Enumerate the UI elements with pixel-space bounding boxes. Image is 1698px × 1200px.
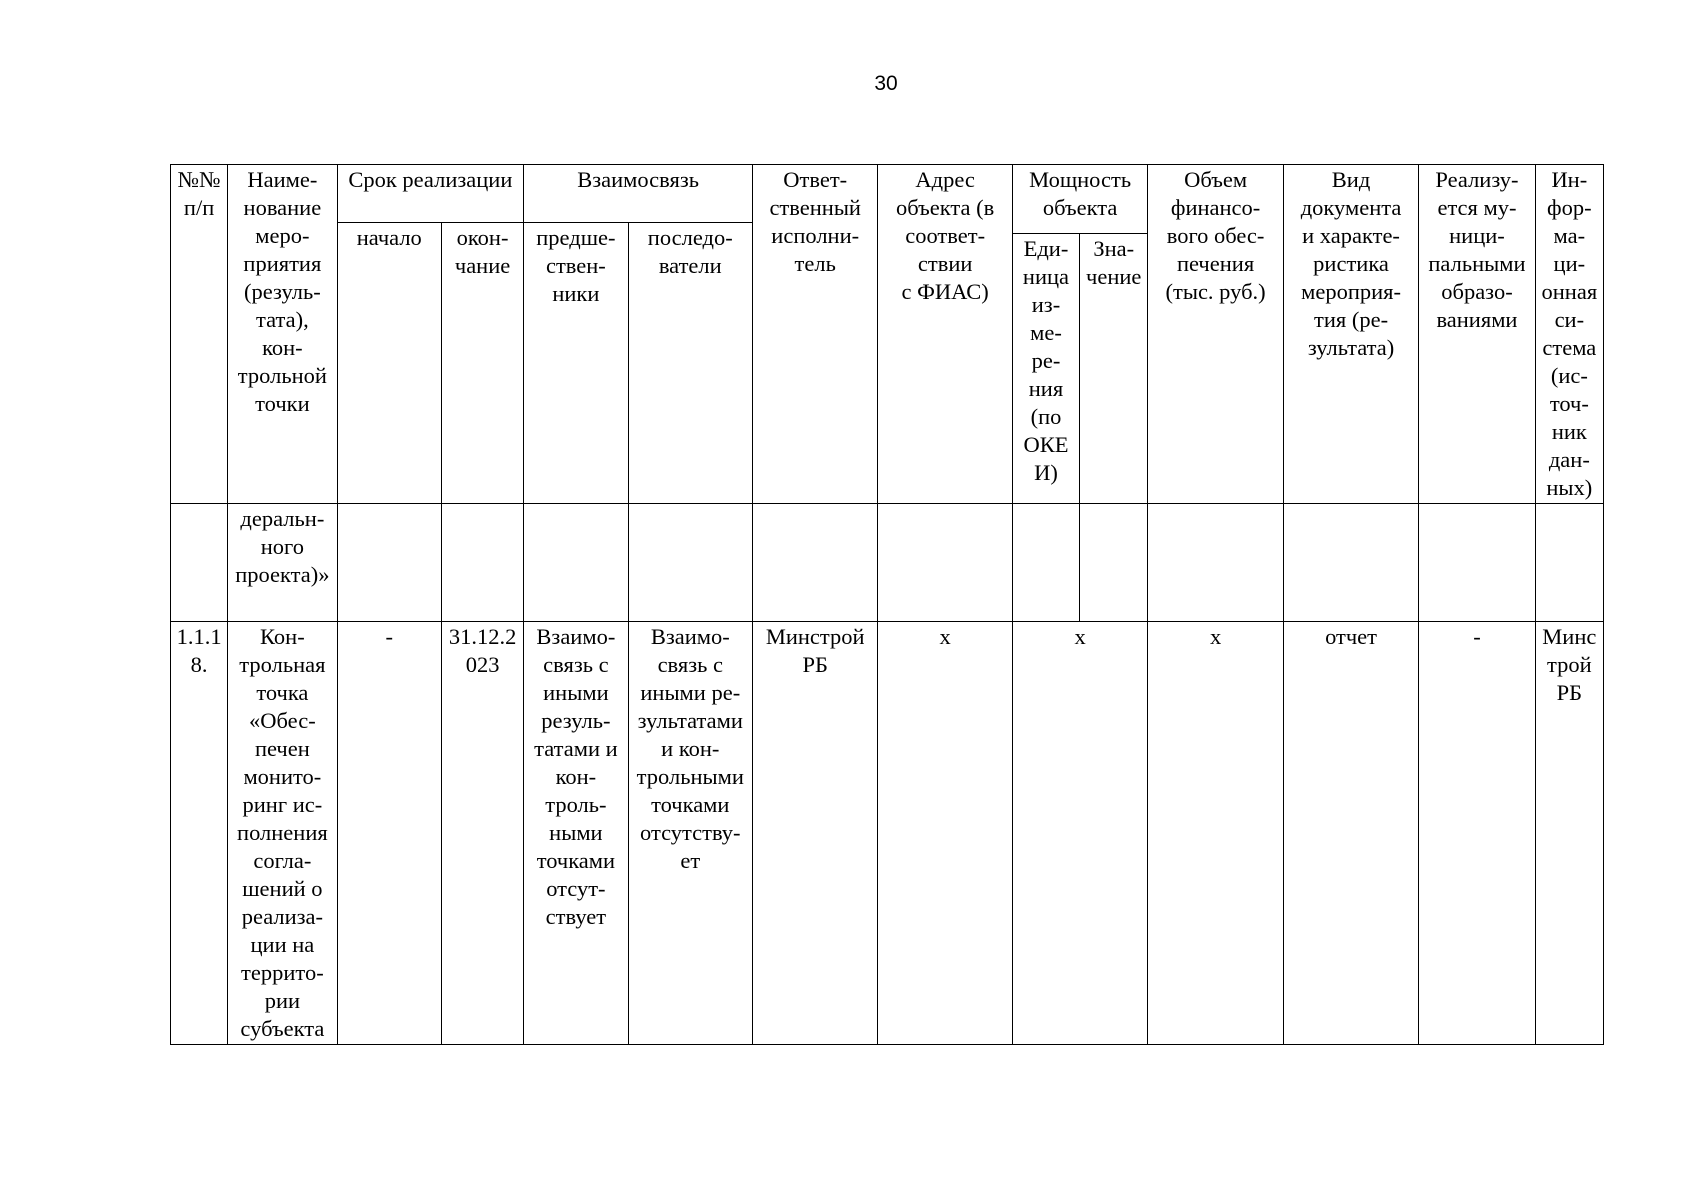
header-term-start: начало <box>337 223 441 504</box>
row-doc: отчет <box>1283 622 1418 1045</box>
row-prev: Взаимо- связь с иными резуль- татами и кон- троль- ными точками отсут- ствует <box>524 622 628 1045</box>
cont-municipal <box>1419 504 1535 622</box>
row-end: 31.12.2 023 <box>441 622 523 1045</box>
row-municipal: - <box>1419 622 1535 1045</box>
cont-next <box>628 504 752 622</box>
plan-table <box>170 164 1604 1045</box>
row-finance: х <box>1148 622 1283 1045</box>
header-address: Адрес объекта (в соответ- ствии с ФИАС) <box>878 165 1012 504</box>
cont-finance <box>1148 504 1283 622</box>
row-start: - <box>337 622 441 1045</box>
cont-capacity-unit <box>1012 504 1079 622</box>
header-link-next: последо- ватели <box>628 223 752 504</box>
header-municipal: Реализу- ется му- ници- пальными образо- ваниями <box>1419 165 1535 504</box>
cont-num <box>171 504 228 622</box>
header-responsible: Ответ- ственный исполни- тель <box>753 165 878 504</box>
cont-name: деральн- ного проекта)» <box>228 504 337 622</box>
page-number: 30 <box>874 72 898 95</box>
cont-info <box>1535 504 1603 622</box>
header-info: Ин- фор- ма- ци- онная си- стема (ис- точ- ник дан- ных) <box>1535 165 1603 504</box>
continuation-row <box>171 504 1604 622</box>
cont-responsible <box>753 504 878 622</box>
header-name: Наиме- нование меро- приятия (резуль- тата), кон- трольной точки <box>228 165 337 504</box>
header-link-prev: предше- ствен- ники <box>524 223 628 504</box>
header-term: Срок реализации <box>337 165 524 223</box>
cont-prev <box>524 504 628 622</box>
row-num: 1.1.1 8. <box>171 622 228 1045</box>
cont-doc <box>1283 504 1418 622</box>
table-row <box>171 622 1604 1045</box>
header-num: №№ п/п <box>171 165 228 504</box>
cont-start <box>337 504 441 622</box>
cont-address <box>878 504 1012 622</box>
row-info: Минс трой РБ <box>1535 622 1603 1045</box>
header-finance: Объем финансо- вого обес- печения (тыс. руб.) <box>1148 165 1283 504</box>
row-name: Кон- трольная точка «Обес- печен монито- ринг ис- полнения согла- шений о реализа- ции на террито- рии субъекта <box>228 622 337 1045</box>
header-capacity-value: Зна- чение <box>1080 234 1148 504</box>
header-term-end: окон- чание <box>441 223 523 504</box>
cont-end <box>441 504 523 622</box>
header-link: Взаимосвязь <box>524 165 753 223</box>
header-row-1 <box>171 165 1604 223</box>
row-next: Взаимо- связь с иными ре- зультатами и кон- трольными точками отсутству- ет <box>628 622 752 1045</box>
header-capacity-unit: Еди- ница из- ме- ре- ния (по ОКЕ И) <box>1012 234 1079 504</box>
cont-capacity-value <box>1080 504 1148 622</box>
row-address: х <box>878 622 1012 1045</box>
header-doc: Вид документа и характе- ристика мероприя- тия (ре- зультата) <box>1283 165 1418 504</box>
row-responsible: Минстрой РБ <box>753 622 878 1045</box>
row-capacity: х <box>1012 622 1147 1045</box>
header-capacity: Мощность объекта <box>1012 165 1147 234</box>
